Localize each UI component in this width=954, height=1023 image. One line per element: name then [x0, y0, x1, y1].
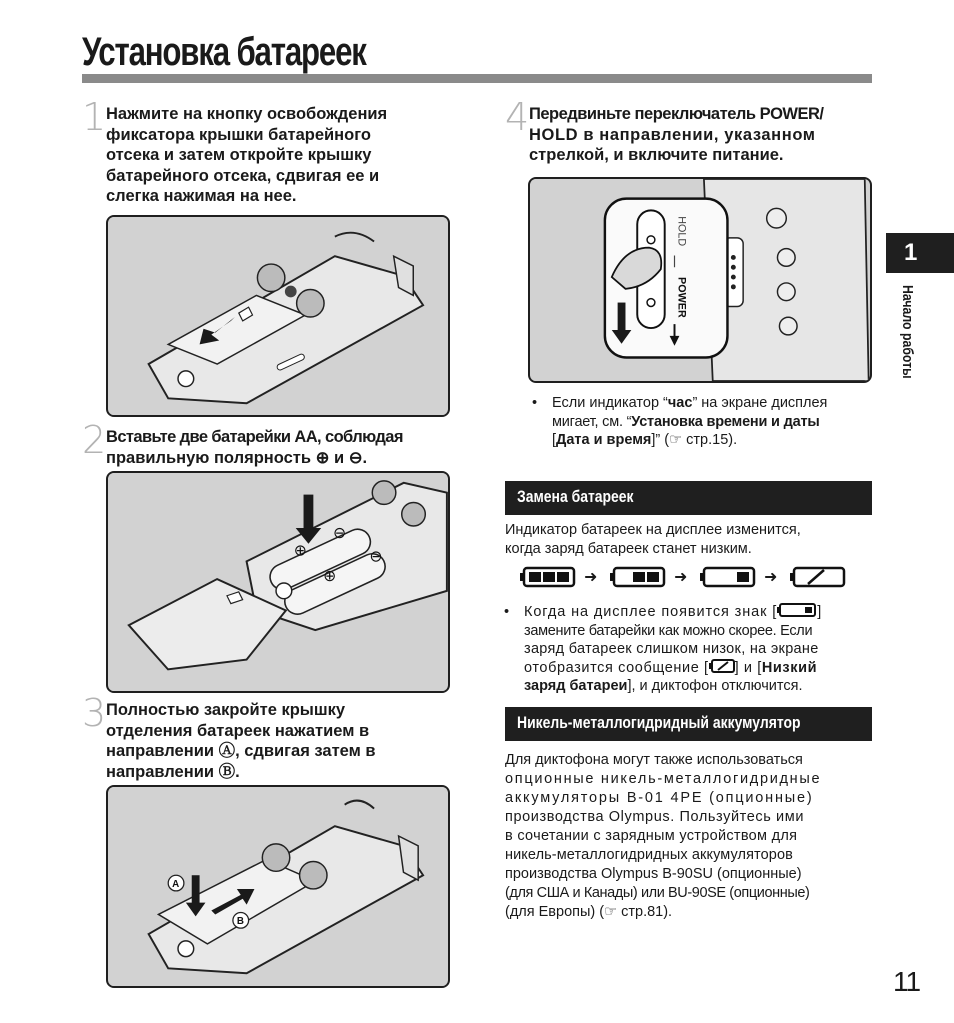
label-a: A — [172, 878, 180, 890]
step-1-illustration — [106, 215, 450, 417]
step-4 — [505, 95, 875, 168]
battery-full-icon — [520, 566, 576, 588]
switch-power-label: POWER — [675, 277, 688, 318]
nimh-section-text: Для диктофона могут также использоваться опционные никель-металлогидридные аккумуляторы B-01 4PE (опционные) производства Olympus. Пользуйтесь ими в сочетании с зарядным устройством для никель-металлогидридных аккумуляторов производства Olympus B-90SU (опционные) (для США и Канады) или BU-90SE (опционные) (для Европы) (☞ стр.81). — [505, 752, 822, 920]
step-1 — [82, 95, 452, 214]
svg-text:⊕: ⊕ — [293, 540, 307, 560]
nimh-section-heading: Никель-металлогидридный аккумулятор — [505, 707, 872, 739]
battery-empty-icon — [790, 566, 846, 588]
svg-text:⊕: ⊕ — [323, 566, 337, 586]
page-title: Установка батареек — [82, 30, 366, 74]
step-2-text: Вставьте две батарейки AA, соблюдая правильную полярность ⊕ и ⊖. — [106, 428, 403, 467]
battery-insertion-image — [108, 473, 448, 691]
battery-section-rule — [505, 513, 872, 515]
step-3-text: Полностью закройте крышку отделения батареек нажатием в направлении Ⓐ, сдвигая затем в направлении Ⓑ. — [106, 701, 376, 781]
arrow-icon: ➜ — [674, 569, 688, 586]
page-number: 11 — [893, 966, 921, 997]
chapter-label: Начало работы — [899, 285, 916, 379]
step-1-number: 1 — [82, 95, 107, 139]
switch-hold-label: HOLD — [675, 216, 688, 247]
battery-section-text: Индикатор батареек на дисплее изменится, когда заряд батареек станет низким. — [505, 522, 801, 557]
battery-low-note: • Когда на дисплее появится знак [ ] замените батарейки как можно скорее. Если заряд батареек слишком низок, на экране отобразится сообщение [ ] и [Низкий заряд батареи], и диктофон отключится. — [504, 604, 823, 694]
battery-low-inline-icon — [777, 603, 817, 617]
step-2-illustration — [106, 471, 450, 693]
step-2 — [82, 418, 452, 471]
battery-section-heading: Замена батареек — [505, 481, 872, 513]
battery-empty-inline-icon — [709, 659, 735, 673]
battery-two-thirds-icon — [610, 566, 666, 588]
step-3 — [82, 691, 452, 784]
label-b: B — [236, 916, 244, 928]
title-rule — [82, 74, 872, 83]
power-switch-image — [530, 179, 870, 381]
step-4-illustration — [528, 177, 872, 383]
recorder-open-cover-image — [108, 217, 448, 415]
clock-note: • Если индикатор “час” на экране дисплея мигает, см. “Установка времени и даты [Дата и время]” (☞ стр.15). — [532, 395, 828, 448]
step-3-illustration — [106, 785, 450, 988]
battery-low-icon — [700, 566, 756, 588]
step-3-number: 3 — [82, 691, 107, 735]
step-2-number: 2 — [82, 418, 107, 462]
nimh-section-rule — [505, 739, 872, 741]
svg-text:⊖: ⊖ — [369, 546, 383, 566]
step-4-number: 4 — [505, 95, 530, 139]
svg-text:⊖: ⊖ — [332, 522, 347, 542]
step-1-text: Нажмите на кнопку освобождения фиксатора крышки батарейного отсека и затем откройте крышку батарейного отсека, сдвигая ее и слегка нажимая на нее. — [106, 105, 388, 205]
close-cover-image — [108, 787, 448, 986]
arrow-icon: ➜ — [584, 569, 598, 586]
arrow-icon: ➜ — [764, 569, 778, 586]
battery-indicator-sequence — [520, 566, 850, 588]
chapter-number-tab: 1 — [886, 233, 954, 273]
step-4-text: Передвиньте переключатель POWER/ HOLD в направлении, указанном стрелкой, и включите питание. — [529, 105, 824, 164]
